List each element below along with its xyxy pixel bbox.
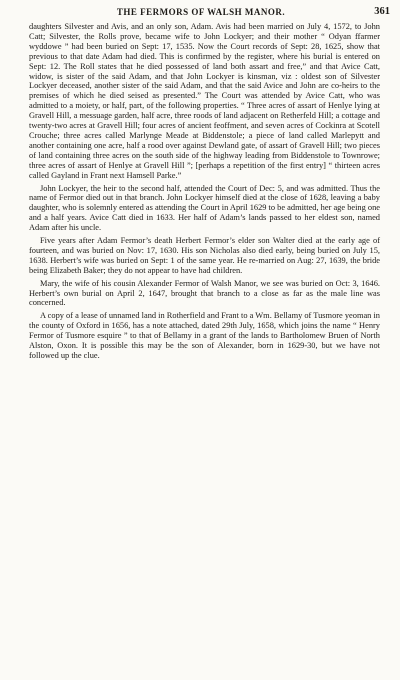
paragraph-4: Mary, the wife of his cousin Alexander Fermor of Walsh Manor, we see was buried on Oct: 3, 1646. Herbert’s own burial on April 2, 1647, brought that branch to a close as far as the male line was concerned. bbox=[29, 278, 380, 308]
running-title: THE FERMORS OF WALSH MANOR. bbox=[116, 7, 286, 17]
running-header bbox=[20, 7, 390, 21]
page-number: 361 bbox=[374, 6, 390, 17]
paragraph-2: John Lockyer, the heir to the second half, attended the Court of Dec: 5, and was admitted. Thus the name of Fermor died out in that branch. John Lockyer himself died at the close of 1628, leaving a baby daughter, who is solemnly entered as attending the Court in April 1629 to be admitted, her age being one and a half years. Avice Catt died in 1633. Her half of Adam’s lands passed to her eldest son, named Adam after his uncle. bbox=[29, 183, 380, 233]
paragraph-5: A copy of a lease of unnamed land in Rotherfield and Frant to a Wm. Bellamy of Tusmore yeoman in the county of Oxford in 1656, has a note attached, dated 29th July, 1658, which joins the name “ Henry Fermor of Tusmore esquire ” to that of Bellamy in a grant of the lands to Bartholomew Bruen of North Alston, Oxon. It is possible this may be the son of Alexander, born in 1629-30, but we have not followed up the clue. bbox=[29, 311, 380, 360]
paragraph-1: daughters Silvester and Avis, and an only son, Adam. Avis had been married on July 4, 1572, to John Catt; Silvester, the Rolls prove, became wife to John Lockyer; and their mother “ Odyan ffarmer wyddowe ” had been buried on Sept: 17, 1535. Now the Court records of Sept: 28, 1625, show that previous to that date Adam had died. This is confirmed by the register, where his burial is entered on Sept: 12. The Roll states that he died possessed of land both assart and free,” and that Avice Catt, widow, is sister of the said Adam, and that John Lockyer is kinsman, viz : oldest son of Silvester Lockyer deceased, another sister of the said Adam, and that the said Avice and John are co-heirs to the premises of which he died seised as presented.” The Court was attended by Avice Catt, who was admitted to a moiety, or half, part, of the following properties. “ Three acres of assart of Henlye lying at Gravell Hill, a messuage garden, half acre, three roods of land adjacent on Retherfeld Hill; a cottage and twenty-two acres at Gravell Hill; four acres of ancient feoffment, and seven acres of Cockinra at Scotell Crouche; three acres called Marlynge Meade at Biddenstole; a piece of land called Marlepytt and another containing one acre, half a rood over against Dewland gate, of assart of Gravell Hill; two pieces of land containing three acres on the south side of the highway leading from Biddenstole to Townrowe; three acres of assart of Henlye at Gravell Hill ”; [perhaps a repetition of the first entry] “ thirteen acres called Gayland in Frant next Hamsell Parke.” bbox=[29, 22, 380, 180]
paragraph-3: Five years after Adam Fermor’s death Herbert Fermor’s elder son Walter died at the early age of fourteen, and was buried on Nov: 17, 1630. His son Nicholas also died early, being buried on July 15, 1638. Herbert’s wife was buried on Sept: 1 of the same year. He re-married on Aug: 27, 1639, the bride being Elizabeth Baker; they do not appear to have had children. bbox=[29, 236, 380, 275]
page-body bbox=[29, 22, 380, 361]
